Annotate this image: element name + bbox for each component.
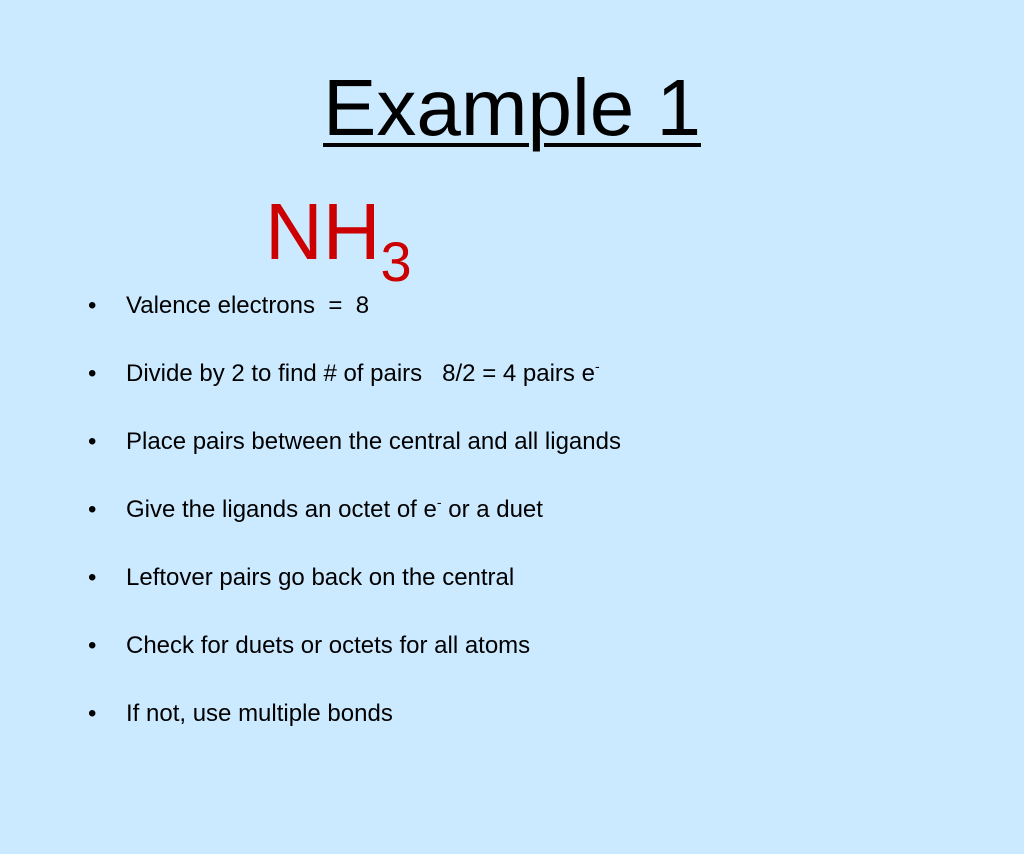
bullet-text <box>126 422 621 464</box>
chemical-formula <box>265 187 412 293</box>
bullet-text <box>126 490 543 532</box>
slide-title-text: Example 1 <box>323 63 701 152</box>
bullet-icon: • <box>88 564 97 591</box>
bullet-text <box>126 558 514 600</box>
bullet-text <box>126 694 393 736</box>
bullet-item <box>88 694 393 762</box>
bullet-item <box>88 490 543 558</box>
bullet-main: Leftover pairs go back on the central <box>126 564 515 591</box>
bullet-superscript: - <box>436 494 442 510</box>
bullet-list <box>88 286 621 762</box>
bullet-main: Give the ligands an octet of e <box>126 496 437 523</box>
bullet-icon: • <box>88 496 97 523</box>
formula-subscript: 3 <box>380 230 412 293</box>
bullet-main: Divide by 2 to find # of pairs 8/2 = 4 pairs e <box>126 360 595 387</box>
bullet-main: Valence electrons = 8 <box>126 292 370 319</box>
bullet-item <box>88 558 515 626</box>
formula-main: NH <box>265 187 381 276</box>
bullet-main: Place pairs between the central and all ligands <box>126 428 621 455</box>
bullet-main: If not, use multiple bonds <box>126 700 393 727</box>
bullet-icon: • <box>88 632 97 659</box>
bullet-text <box>126 286 369 328</box>
bullet-icon: • <box>88 292 97 319</box>
bullet-icon: • <box>88 360 97 387</box>
bullet-after: or a duet <box>441 496 543 523</box>
bullet-superscript: - <box>594 358 600 374</box>
bullet-text <box>126 354 600 396</box>
bullet-main: Check for duets or octets for all atoms <box>126 632 531 659</box>
bullet-item <box>88 286 370 354</box>
bullet-item <box>88 626 531 694</box>
bullet-text <box>126 626 530 668</box>
bullet-item <box>88 422 621 490</box>
slide-title <box>0 63 1024 152</box>
bullet-item <box>88 354 600 422</box>
bullet-icon: • <box>88 428 97 455</box>
bullet-icon: • <box>88 700 97 727</box>
